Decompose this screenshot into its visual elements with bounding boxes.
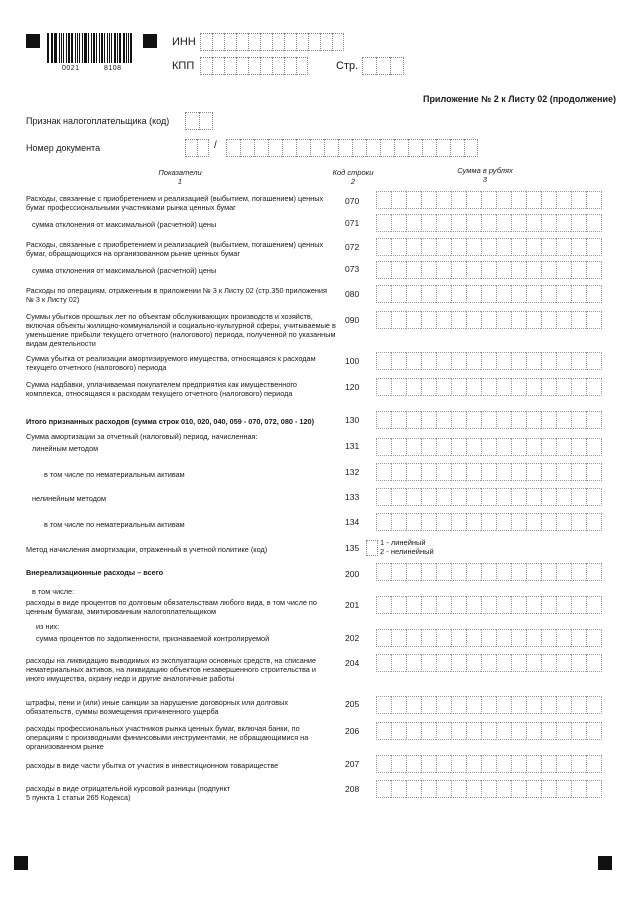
corner-marker-top-right xyxy=(143,34,157,48)
column-header-code: Код строки 2 xyxy=(332,168,374,186)
row-070-amount[interactable] xyxy=(376,191,602,209)
row-205-code: 205 xyxy=(345,699,360,709)
row-120-amount[interactable] xyxy=(376,378,602,396)
doc-number-field-part1[interactable] xyxy=(185,139,209,157)
row-201-amount[interactable] xyxy=(376,596,602,614)
doc-number-separator: / xyxy=(214,140,217,151)
row-132-label: в том числе по нематериальным активам xyxy=(44,470,185,479)
row-202-amount[interactable] xyxy=(376,629,602,647)
taxpayer-sign-field[interactable] xyxy=(185,112,213,130)
row-135-label: Метод начисления амортизации, отраженный в учетной политике (код) xyxy=(26,545,268,554)
row-131-label: линейным методом xyxy=(32,444,99,453)
corner-marker-top-left xyxy=(26,34,40,48)
row-134-code: 134 xyxy=(345,517,360,527)
row-134-amount[interactable] xyxy=(376,513,602,531)
doc-number-field-part2[interactable] xyxy=(226,139,478,157)
kpp-label: КПП xyxy=(172,60,195,72)
row-071-code: 071 xyxy=(345,218,360,228)
row-100-code: 100 xyxy=(345,356,360,366)
inn-label: ИНН xyxy=(172,36,196,48)
row-205-label: штрафы, пени и (или) иные санкции за нарушение договорных или долговых обязательств, суммы возмещения причиненного ущерба xyxy=(26,698,289,716)
row-207-code: 207 xyxy=(345,759,360,769)
row-135-code: 135 xyxy=(345,543,360,553)
row-120-code: 120 xyxy=(345,382,360,392)
row-120-label: Сумма надбавки, уплачиваемая покупателем предприятия как имущественного комплекса, относящаяся к расходам текущего отчетного (налогового) периода xyxy=(26,380,297,398)
row-131-code: 131 xyxy=(345,441,360,451)
row-130-label: Итого признанных расходов (сумма строк 010, 020, 040, 059 - 070, 072, 080 - 120) xyxy=(26,417,315,426)
row-207-amount[interactable] xyxy=(376,755,602,773)
row-070-code: 070 xyxy=(345,196,360,206)
row-205-amount[interactable] xyxy=(376,696,602,714)
row-080-label: Расходы по операциям, отраженным в приложении № 3 к Листу 02 (стр.350 приложения № 3 к Листу 02) xyxy=(26,286,327,304)
row-070-label: Расходы, связанные с приобретением и реализацией (выбытием, погашением) ценных бумаг профессиональными участниками рынка ценных бумаг xyxy=(26,194,324,212)
barcode-number-right: 8108 xyxy=(104,65,122,72)
row-202-code: 202 xyxy=(345,633,360,643)
row-206-amount[interactable] xyxy=(376,722,602,740)
row-202-label: сумма процентов по задолженности, признаваемой контролируемой xyxy=(36,634,270,643)
row-132-code: 132 xyxy=(345,467,360,477)
row-204-amount[interactable] xyxy=(376,654,602,672)
row-200-code: 200 xyxy=(345,569,360,579)
row-206-label: расходы профессиональных участников рынка ценных бумаг, включая банки, по операциям с производными финансовыми инструментами, не обращающимися на организованном рынке xyxy=(26,724,309,751)
row-080-code: 080 xyxy=(345,289,360,299)
barcode xyxy=(47,33,133,63)
of-them-label: из них: xyxy=(36,622,60,631)
kpp-field[interactable] xyxy=(200,57,308,75)
row-130-amount[interactable] xyxy=(376,411,602,429)
row-134-label: в том числе по нематериальным активам xyxy=(44,520,185,529)
row-073-code: 073 xyxy=(345,264,360,274)
row-072-amount[interactable] xyxy=(376,238,602,256)
barcode-number-left: 0021 xyxy=(62,65,80,72)
corner-marker-bottom-right xyxy=(598,856,612,870)
row-080-amount[interactable] xyxy=(376,285,602,303)
row-206-code: 206 xyxy=(345,726,360,736)
row-133-code: 133 xyxy=(345,492,360,502)
row-200-amount[interactable] xyxy=(376,563,602,581)
row-208-label: расходы в виде отрицательной курсовой разницы (подпункт 5 пункта 1 статьи 265 Кодекса) xyxy=(26,784,231,802)
column-header-amount: Сумма в рублях 3 xyxy=(457,166,513,184)
row-090-label: Суммы убытков прошлых лет по объектам обслуживающих производств и хозяйств, включая объекты жилищно-коммунальной и социально-культурной сферы, учитываемые в уменьшение прибыли текущего отчетного (налогового) периода, полученной по указанным видам деятельности xyxy=(26,312,336,348)
row-132-amount[interactable] xyxy=(376,463,602,481)
page-title: Приложение № 2 к Листу 02 (продолжение) xyxy=(422,94,616,104)
row-200-label: Внереализационные расходы – всего xyxy=(26,568,164,577)
row-090-code: 090 xyxy=(345,315,360,325)
page-number-field[interactable] xyxy=(362,57,404,75)
row-201-label: расходы в виде процентов по долговым обязательствам любого вида, в том числе по ценным бумагам, эмитированным налогоплательщиком xyxy=(26,598,317,616)
row-090-amount[interactable] xyxy=(376,311,602,329)
method-option-1: 1 - линейный xyxy=(380,538,426,547)
row-071-amount[interactable] xyxy=(376,214,602,232)
row-131-amount[interactable] xyxy=(376,438,602,456)
corner-marker-bottom-left xyxy=(14,856,28,870)
amortization-heading: Сумма амортизации за отчетный (налоговый) период, начисленная: xyxy=(26,432,258,441)
row-072-label: Расходы, связанные с приобретением и реализацией (выбытием, погашением) ценных бумаг, обращающихся на организованном рынке ценных бумаг xyxy=(26,240,324,258)
row-073-label: сумма отклонения от максимальной (расчетной) цены xyxy=(32,266,217,275)
doc-number-label: Номер документа xyxy=(26,143,101,153)
row-204-code: 204 xyxy=(345,658,360,668)
page-label: Стр. xyxy=(336,60,359,72)
row-204-label: расходы на ликвидацию выводимых из эксплуатации основных средств, на списание нематериальных активов, на ликвидацию объектов незавершенного строительства и иного имущества, охрану недр и другие аналогичные работы xyxy=(26,656,317,683)
row-071-label: сумма отклонения от максимальной (расчетной) цены xyxy=(32,220,217,229)
row-208-amount[interactable] xyxy=(376,780,602,798)
row-073-amount[interactable] xyxy=(376,261,602,279)
row-133-label: нелинейным методом xyxy=(32,494,106,503)
inn-field[interactable] xyxy=(200,33,344,51)
row-207-label: расходы в виде части убытка от участия в инвестиционном товариществе xyxy=(26,761,279,770)
row-130-code: 130 xyxy=(345,415,360,425)
column-header-indicators: Показатели 1 xyxy=(158,168,202,186)
row-100-label: Сумма убытка от реализации амортизируемого имущества, относящаяся к расходам текущего отчетного (налогового) периода xyxy=(26,354,316,372)
taxpayer-sign-label: Признак налогоплательщика (код) xyxy=(26,116,170,126)
including-label: в том числе: xyxy=(32,587,75,596)
row-201-code: 201 xyxy=(345,600,360,610)
method-option-2: 2 - нелинейный xyxy=(380,547,434,556)
row-133-amount[interactable] xyxy=(376,488,602,506)
row-208-code: 208 xyxy=(345,784,360,794)
row-072-code: 072 xyxy=(345,242,360,252)
row-100-amount[interactable] xyxy=(376,352,602,370)
row-135-method-field[interactable] xyxy=(366,540,378,556)
